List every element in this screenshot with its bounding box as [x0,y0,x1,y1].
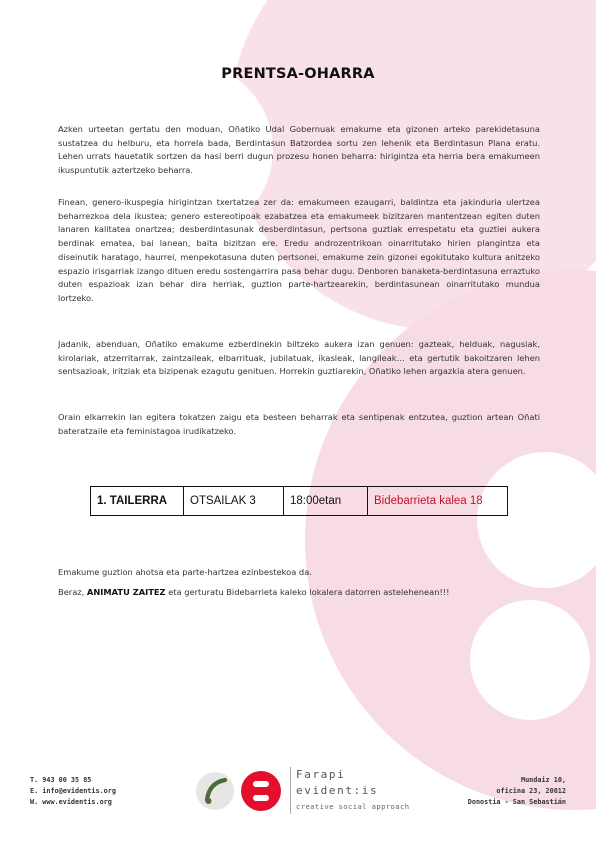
evidentis-logo-icon [241,771,281,811]
brand-tagline: creative social approach [296,802,410,811]
closing-suffix: eta gerturatu Bidebarrieta kaleko lokalera datorren astelehenean!!! [165,587,450,597]
time-cell: 18:00etan [284,487,368,516]
logo-divider [290,767,291,814]
table-row [91,487,508,516]
footer-contact [30,775,116,809]
brand-name-farapi: Farapi [296,768,346,781]
footer-web: W. www.evidentis.org [30,798,112,807]
closing-prefix: Beraz, [58,587,87,597]
session-cell: 1. TAILERRA [91,487,184,516]
date-cell: OTSAILAK 3 [184,487,284,516]
footer-address [468,775,566,809]
paragraph-december-meeting: Jadanik, abenduan, Oñatiko emakume ezberdinekin biltzeko aukera izan genuen: gazteak, helduak, nagusiak, kirolariak, atzerritarrak, zaintzaileak, elbarrituak, jubilatuak, ikasleak, langileak… eta gertutik bakoitzaren lehen sentsazioak, iritziak eta bizipenak ezagutu genituen. Horrekin guztiarekin, Oñatiko lehen argazkia atera genuen. [58,339,540,377]
paragraph-invitation: Orain elkarrekin lan egitera tokatzen zaigu eta besteen beharrak eta sentipenak entzutea, guztion artean Oñati bateratzaile eta feministagoa irudikatzeko. [58,412,540,436]
closing-line-1: Emakume guztion ahotsa eta parte-hartzea ezinbestekoa da. [58,567,312,577]
page-title: PRENTSA-OHARRA [221,66,375,82]
footer-email: E. info@evidentis.org [30,787,116,796]
address-line-2: oficina 23, 20012 [496,787,566,796]
closing-cta: ANIMATU ZAITEZ [86,587,166,597]
workshop-schedule-table [90,486,508,516]
farapi-logo-icon [196,772,234,810]
paragraph-gender-perspective: Finean, genero-ikuspegia hirigintzan txertatzea zer da: emakumeen ezaugarri, baldintza eta jakinduria ulertzea beharrezkoa dela ikustea; genero estereotipoak ezabatzea eta emakumeek bizitzaren mantentzean egiten duten lanaren kalitatea onartzea; desberdintasunak desberdintasun, pertsona guztiak errespetatu eta guztiei aukera berdinak ematea, bai lanean, baita bizitzan ere. Eredu androzentrikoan oinarritutako hirien plangintza eta diseinutik haratago, haurrei, menpekotasuna duten pertsonei, emakume zein gizonei egokitutako kultura anitzeko espazio irisgarriak izango dituen eredu sostengarrira pasa behar dugu. Denboren banaketa-berdintasuna erraztuko duten espazioak izan behar dira herriak, guztion parte-hartzearekin, berdintasunean oinarritutako mundua lortzeko. [58,197,540,303]
footer-phone: T. 943 00 35 85 [30,776,92,784]
place-cell: Bidebarrieta kalea 18 [368,487,508,516]
brand-name-evidentis: evident:is [296,784,379,797]
paragraph-intro: Azken urteetan gertatu den moduan, Oñatiko Udal Gobernuak emakume eta gizonen arteko parekidetasuna sustatzea du helburu, eta horrela bada, Berdintasun Batzordea sortu zen lehenik eta Berdintasun Plana eratu. Lehen urrats hauetatik sortzen da hasi berri dugun prozesu honen beharra: hirigintza eta herria bera emakumeen ikuspuntutik aztertzeko beharra. [58,124,540,176]
address-line-3: Donostia - San Sebastián [467,798,566,807]
address-line-1: Mundaiz 10, [520,776,566,784]
closing-line-2 [58,587,548,597]
